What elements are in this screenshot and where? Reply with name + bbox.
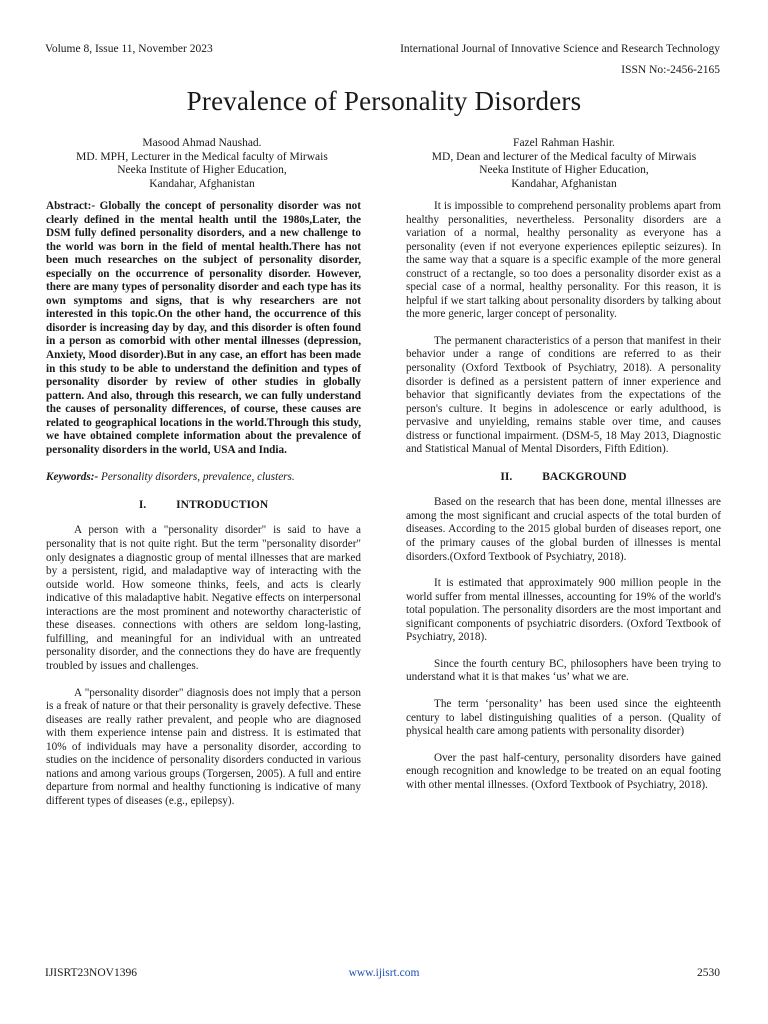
section-number: I. (138, 498, 147, 511)
paper-id: IJISRT23NOV1396 (45, 967, 137, 979)
paragraph: It is impossible to comprehend personality problems apart from healthy personalities, nevertheless. Personality disorders are a variation of a normal, healthy personality as everyone has a personality (even if not everyone experiences epileptic seizures). In the same way that a square is a specific example of the more general construct of a rectangle, so too does a personality disorder exist as a special case of a normal, healthy personality. For this reason, it is helpful if we start talking about personality disorders by talking about the more generic, larger concept of personality. (406, 200, 721, 321)
abstract: Abstract:- Globally the concept of personality disorder was not clearly defined in the mental health until the 1980s,Later, the DSM fully defined personality disorders, and a new challenge to the world was born in the field of mental health.There has not been much researches on the subject of personality disorder, especially on the occurrence of personality disorder. However, there are many types of personality disorder and each type has its own symptoms and signs, that is why researchers are not interested in this topic.On the other hand, the occurrence of this disorder is increasing day by day, and this disorder is often found in a person as comorbid with other mental illnesses (depression, Anxiety, Mood disorder).But in any case, an effort has been made in this study to be able to understand the definition and types of personality disorder by review of other studies in globally pattern. And also, through this research, we can fully understand the causes of personality differences, of course, these causes are related to geographical locations in the world.Through this study, we have obtained complete information about the prevalence of personality disorders in the world, USA and India. (46, 200, 361, 456)
paragraph: Based on the research that has been done, mental illnesses are among the most significant and crucial aspects of the total burden of diseases. According to the 2015 global burden of diseases report, one of the primary causes of the global burden of illnesses is mental disorders.(Oxford Textbook of Psychiatry, 2018). (406, 496, 721, 563)
paragraph: Since the fourth century BC, philosophers have been trying to understand what it is that makes ‘us’ what we are. (406, 657, 721, 684)
keywords-label: Keywords:- (46, 471, 99, 484)
author-affiliation: Neeka Institute of Higher Education, (479, 164, 649, 176)
paragraph: It is estimated that approximately 900 million people in the world suffer from mental illnesses, accounting for 19% of the world's total population. The personality disorders are the most important and significant components of psychiatric disorders. (Oxford Textbook of Psychiatry, 2018). (406, 577, 721, 644)
journal-name: International Journal of Innovative Science and Research Technology (400, 43, 720, 55)
section-heading-background (406, 471, 721, 485)
paper-title: Prevalence of Personality Disorders (186, 86, 582, 116)
section-number: II. (500, 470, 513, 483)
keywords (46, 471, 361, 485)
page-number: 2530 (697, 967, 720, 979)
left-column (46, 200, 361, 808)
author-affiliation: MD, Dean and lecturer of the Medical faculty of Mirwais (431, 150, 697, 163)
author-affiliation: MD. MPH, Lecturer in the Medical faculty of Mirwais (76, 150, 328, 163)
author-block-1 (32, 137, 372, 191)
paragraph: Over the past half-century, personality disorders have gained enough recognition and knowledge to be treated on an equal footing with other mental illnesses. (Oxford Textbook of Psychiatry, 2018). (406, 751, 721, 791)
author-name: Masood Ahmad Naushad. (142, 137, 262, 149)
journal-volume: Volume 8, Issue 11, November 2023 (45, 43, 213, 55)
paragraph: A person with a "personality disorder" is said to have a personality that is not quite right. But the term "personality disorder" only designates a diagnostic group of mental illnesses that are marked by a persistent, rigid, and maladaptive way of interacting with the outside world. How someone thinks, feels, and acts is clearly indicative of this maladaptive habit. Negative effects on interpersonal interactions are the most prominent and noteworthy characteristic of these diseases. connections with others are seldom long-lasting, fulfilling, and meaningful for an individual with an untreated personality disorder, and the connections they do have are frequently troubled by issues and challenges. (46, 524, 361, 672)
right-column (406, 200, 721, 792)
paragraph: The permanent characteristics of a person that manifest in their behavior under a range of conditions are referred to as their personality (Oxford Textbook of Psychiatry, 2018). A personality disorder is defined as a persistent pattern of inner experience and behavior that significantly deviates from the expectations of the person's culture. It begins in adolescence or early adulthood, is pervasive and unyielding, remains stable over time, and causes distress or functional impairment. (DSM-5, 18 May 2013, Diagnostic and Statistical Manual of Mental Disorders, Fifth Edition). (406, 334, 721, 456)
issn: ISSN No:-2456-2165 (621, 64, 720, 76)
section-title: BACKGROUND (542, 470, 627, 483)
section-heading-introduction (46, 499, 361, 513)
section-title: INTRODUCTION (176, 498, 269, 511)
author-affiliation: Neeka Institute of Higher Education, (117, 164, 287, 176)
author-location: Kandahar, Afghanistan (149, 177, 255, 190)
paragraph: The term ‘personality’ has been used since the eighteenth century to label distinguishing qualities of a person. (Quality of physical health care among patients with personality disorder) (406, 697, 721, 738)
journal-url-link[interactable]: www.ijisrt.com (348, 967, 420, 979)
paragraph: A "personality disorder" diagnosis does not imply that a person is a freak of nature or that their personality is gravely defective. These diseases are really rather prevalent, and people who are diagnosed with them experience intense pain and distress. It is estimated that 10% of individuals may have a personality disorder, according to studies on the incidence of personality disorders conducted in various nations and among various groups (Torgersen, 2005). A full and entire departure from normal and healthy functioning is indicative of many different types of diseases (e.g., epilepsy). (46, 686, 361, 807)
keywords-text: Personality disorders, prevalence, clusters. (98, 471, 295, 484)
author-block-2 (394, 137, 734, 191)
author-name: Fazel Rahman Hashir. (513, 137, 615, 149)
author-location: Kandahar, Afghanistan (511, 177, 617, 190)
